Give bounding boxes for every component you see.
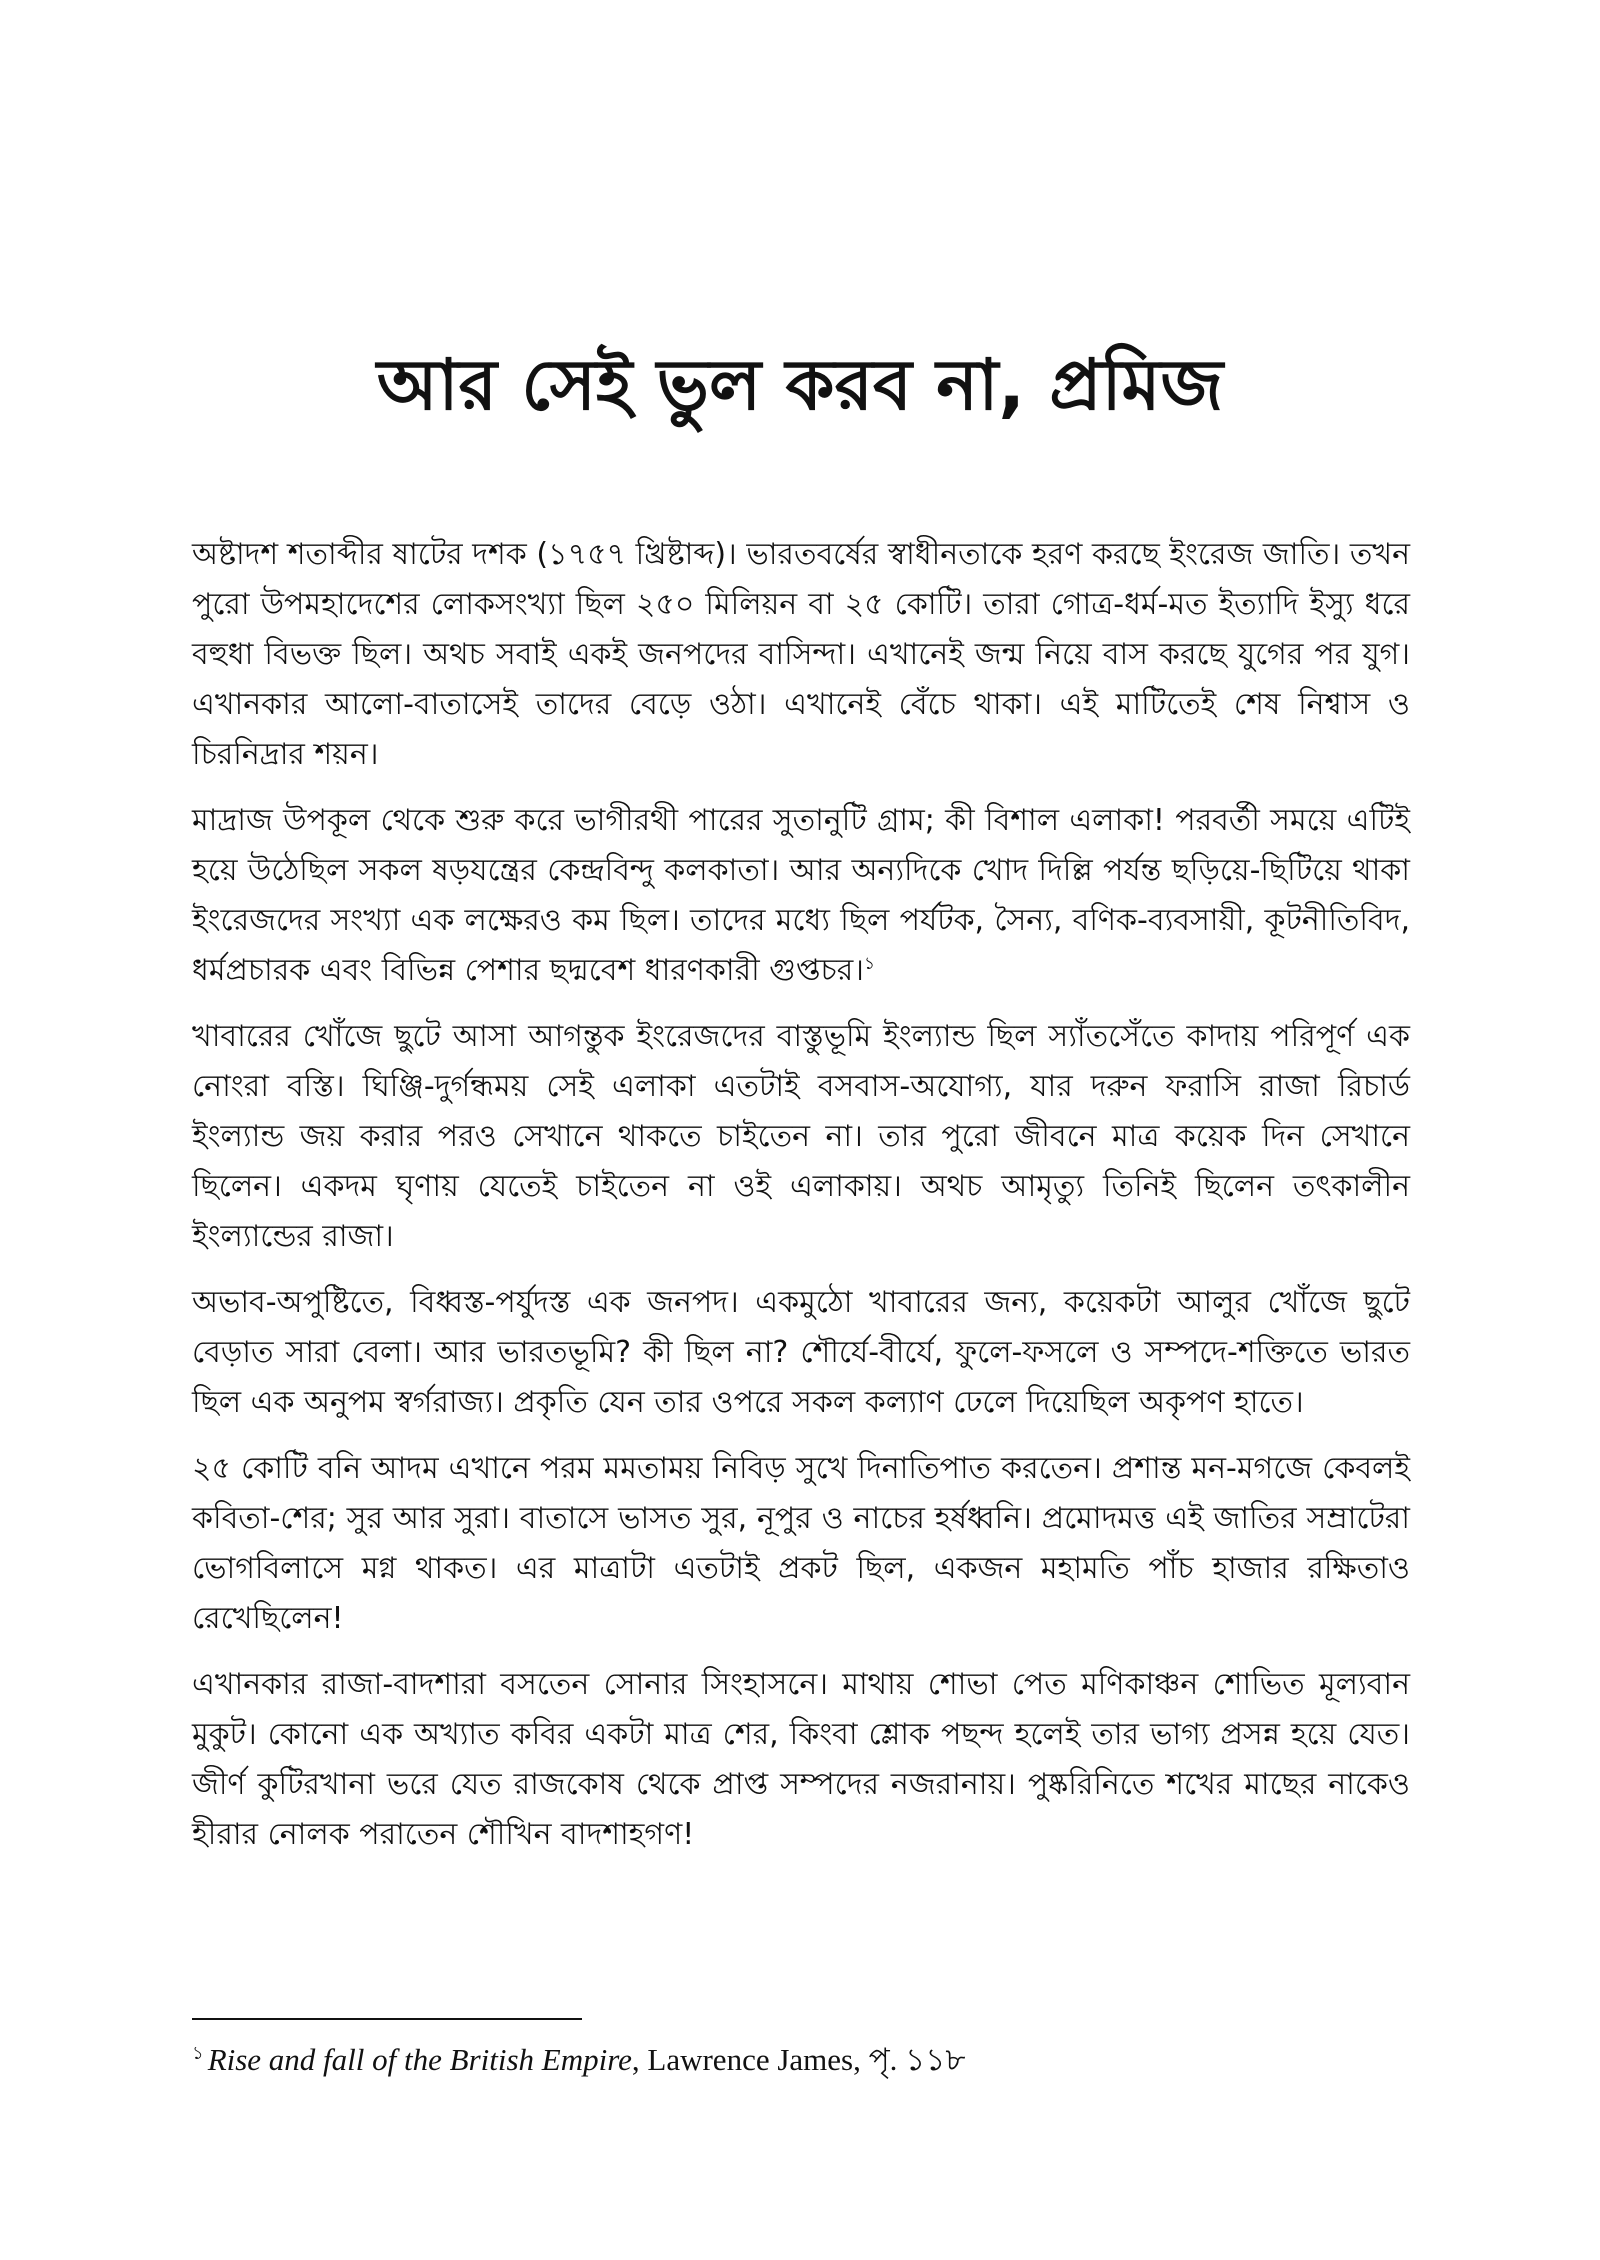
paragraph-2-text: মাদ্রাজ উপকূল থেকে শুরু করে ভাগীরথী পারের সুতানুটি গ্রাম; কী বিশাল এলাকা! পরবর্তী সময়ে এটিই হয়ে উঠেছিল সকল ষড়যন্ত্রের কেন্দ্রবিন্দু কলকাতা। আর অন্যদিকে খোদ দিল্লি পর্যন্ত ছড়িয়ে-ছিটিয়ে থাকা ইংরেজদের সংখ্যা এক লক্ষেরও কম ছিল। তাদের মধ্যে ছিল পর্যটক, সৈন্য, বণিক-ব্যবসায়ী, কূটনীতিবিদ, ধর্মপ্রচারক এবং বিভিন্ন পেশার ছদ্মবেশ ধারণকারী গুপ্তচর। bbox=[192, 803, 1410, 988]
footnote bbox=[192, 2038, 1410, 2082]
footnote-marker: ১ bbox=[192, 2042, 204, 2063]
footnote-book-title: Rise and fall of the British Empire bbox=[207, 2042, 632, 2077]
paragraph-4: অভাব-অপুষ্টিতে, বিধ্বস্ত-পর্যুদস্ত এক জনপদ। একমুঠো খাবারের জন্য, কয়েকটা আলুর খোঁজে ছুটে বেড়াত সারা বেলা। আর ভারতভূমি? কী ছিল না? শৌর্যে-বীর্যে, ফুলে-ফসলে ও সম্পদে-শক্তিতে ভারত ছিল এক অনুপম স্বর্গরাজ্য। প্রকৃতি যেন তার ওপরে সকল কল্যাণ ঢেলে দিয়েছিল অকৃপণ হাতে। bbox=[192, 1285, 1410, 1420]
footnote-citation: , Lawrence James, পৃ. ১১৮ bbox=[631, 2042, 966, 2077]
paragraph-3: খাবারের খোঁজে ছুটে আসা আগন্তুক ইংরেজদের বাস্তুভূমি ইংল্যান্ড ছিল স্যাঁতসেঁতে কাদায় পরিপূর্ণ এক নোংরা বস্তি। ঘিঞ্জি-দুর্গন্ধময় সেই এলাকা এতটাই বসবাস-অযোগ্য, যার দরুন ফরাসি রাজা রিচার্ড ইংল্যান্ড জয় করার পরও সেখানে থাকতে চাইতেন না। তার পুরো জীবনে মাত্র কয়েক দিন সেখানে ছিলেন। একদম ঘৃণায় যেতেই চাইতেন না ওই এলাকায়। অথচ আমৃত্যু তিনিই ছিলেন তৎকালীন ইংল্যান্ডের রাজা। bbox=[192, 1019, 1410, 1254]
body-text bbox=[192, 530, 1410, 1876]
paragraph-6: এখানকার রাজা-বাদশারা বসতেন সোনার সিংহাসনে। মাথায় শোভা পেত মণিকাঞ্চন শোভিত মূল্যবান মুকুট। কোনো এক অখ্যাত কবির একটা মাত্র শের, কিংবা শ্লোক পছন্দ হলেই তার ভাগ্য প্রসন্ন হয়ে যেত। জীর্ণ কুটিরখানা ভরে যেত রাজকোষ থেকে প্রাপ্ত সম্পদের নজরানায়। পুষ্করিনিতে শখের মাছের নাকেও হীরার নোলক পরাতেন শৌখিন বাদশাহগণ! bbox=[192, 1667, 1410, 1852]
paragraph-1: অষ্টাদশ শতাব্দীর ষাটের দশক (১৭৫৭ খ্রিষ্টাব্দ)। ভারতবর্ষের স্বাধীনতাকে হরণ করছে ইংরেজ জাতি। তখন পুরো উপমহাদেশের লোকসংখ্যা ছিল ২৫০ মিলিয়ন বা ২৫ কোটি। তারা গোত্র-ধর্ম-মত ইত্যাদি ইস্যু ধরে বহুধা বিভক্ত ছিল। অথচ সবাই একই জনপদের বাসিন্দা। এখানেই জন্ম নিয়ে বাস করছে যুগের পর যুগ। এখানকার আলো-বাতাসেই তাদের বেড়ে ওঠা। এখানেই বেঁচে থাকা। এই মাটিতেই শেষ নিশ্বাস ও চিরনিদ্রার শয়ন। bbox=[192, 537, 1410, 772]
footnote-reference[interactable]: ১ bbox=[863, 954, 875, 974]
paragraph-5: ২৫ কোটি বনি আদম এখানে পরম মমতাময় নিবিড় সুখে দিনাতিপাত করতেন। প্রশান্ত মন-মগজে কেবলই কবিতা-শের; সুর আর সুরা। বাতাসে ভাসত সুর, নূপুর ও নাচের হর্ষধ্বনি। প্রমোদমত্ত এই জাতির সম্রাটেরা ভোগবিলাসে মগ্ন থাকত। এর মাত্রাটা এতটাই প্রকট ছিল, একজন মহামতি পাঁচ হাজার রক্ষিতাও রেখেছিলেন! bbox=[192, 1451, 1410, 1636]
footnote-separator bbox=[192, 2018, 582, 2020]
chapter-title: আর সেই ভুল করব না, প্রমিজ bbox=[376, 344, 1224, 426]
paragraph-2 bbox=[192, 796, 1410, 996]
